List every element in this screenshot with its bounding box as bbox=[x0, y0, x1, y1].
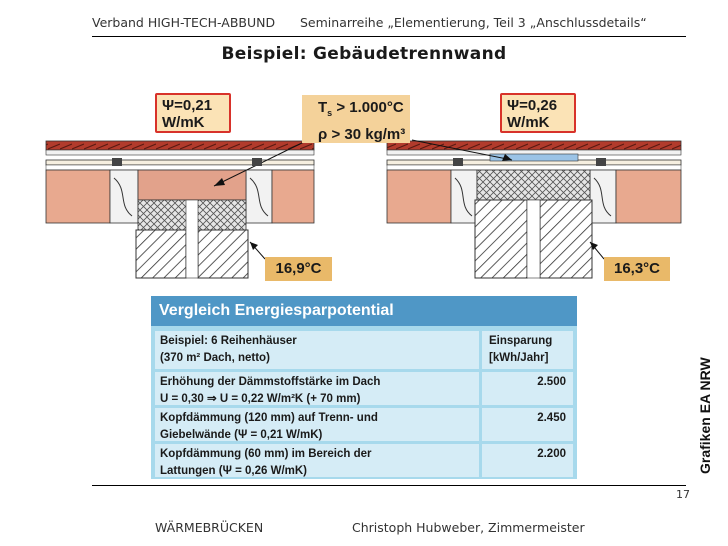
slide-title: Beispiel: Gebäudetrennwand bbox=[221, 44, 507, 64]
table-header-label: Beispiel: 6 Reihenhäuser (370 m² Dach, netto) bbox=[155, 331, 479, 369]
page-number: 17 bbox=[676, 488, 690, 501]
table-header-savings: Einsparung [kWh/Jahr] bbox=[482, 331, 573, 369]
table-row-label: Kopfdämmung (60 mm) im Bereich der Lattungen (Ψ = 0,26 W/mK) bbox=[155, 444, 479, 477]
table-row-label: Erhöhung der Dämmstoffstärke im Dach U = 0,30 ⇒ U = 0,22 W/m²K (+ 70 mm) bbox=[155, 372, 479, 405]
melting-point-spec: $T_s > 1.000^\circ C$ bbox=[318, 99, 404, 118]
surface-temperature-left: 16,9°C bbox=[265, 257, 332, 281]
comparison-table bbox=[151, 296, 577, 479]
surface-temperature-right: 16,3°C bbox=[604, 257, 670, 281]
table-row bbox=[155, 372, 573, 405]
psi-value-left bbox=[155, 93, 231, 133]
psi-value-right-line2: W/mK bbox=[507, 114, 550, 131]
psi-value-left-line1: Ψ=0,21 bbox=[162, 97, 213, 114]
header-series: Seminarreihe „Elementierung, Teil 3 „Anschlussdetails“ bbox=[300, 15, 647, 30]
psi-value-right bbox=[500, 93, 576, 133]
table-row bbox=[155, 408, 573, 441]
footer-topic: WÄRMEBRÜCKEN bbox=[155, 520, 264, 535]
table-row-value: 2.200 bbox=[482, 444, 573, 477]
table-row bbox=[155, 444, 573, 477]
comparison-table-heading: Vergleich Energiesparpotential bbox=[151, 296, 577, 326]
header-org: Verband HIGH-TECH-ABBUND bbox=[92, 15, 276, 30]
psi-value-right-line1: Ψ=0,26 bbox=[507, 97, 558, 114]
table-row-value: 2.500 bbox=[482, 372, 573, 405]
footer-divider bbox=[92, 485, 686, 486]
graphics-credit: Grafiken EA NRW bbox=[697, 357, 713, 474]
material-spec bbox=[302, 95, 410, 143]
density-spec: ρ > 30 kg/m³ bbox=[318, 126, 406, 143]
psi-value-left-line2: W/mK bbox=[162, 114, 205, 131]
footer-author: Christoph Hubweber, Zimmermeister bbox=[352, 520, 585, 535]
table-header-row bbox=[155, 331, 573, 369]
table-row-label: Kopfdämmung (120 mm) auf Trenn- und Giebelwände (Ψ = 0,21 W/mK) bbox=[155, 408, 479, 441]
table-row-value: 2.450 bbox=[482, 408, 573, 441]
